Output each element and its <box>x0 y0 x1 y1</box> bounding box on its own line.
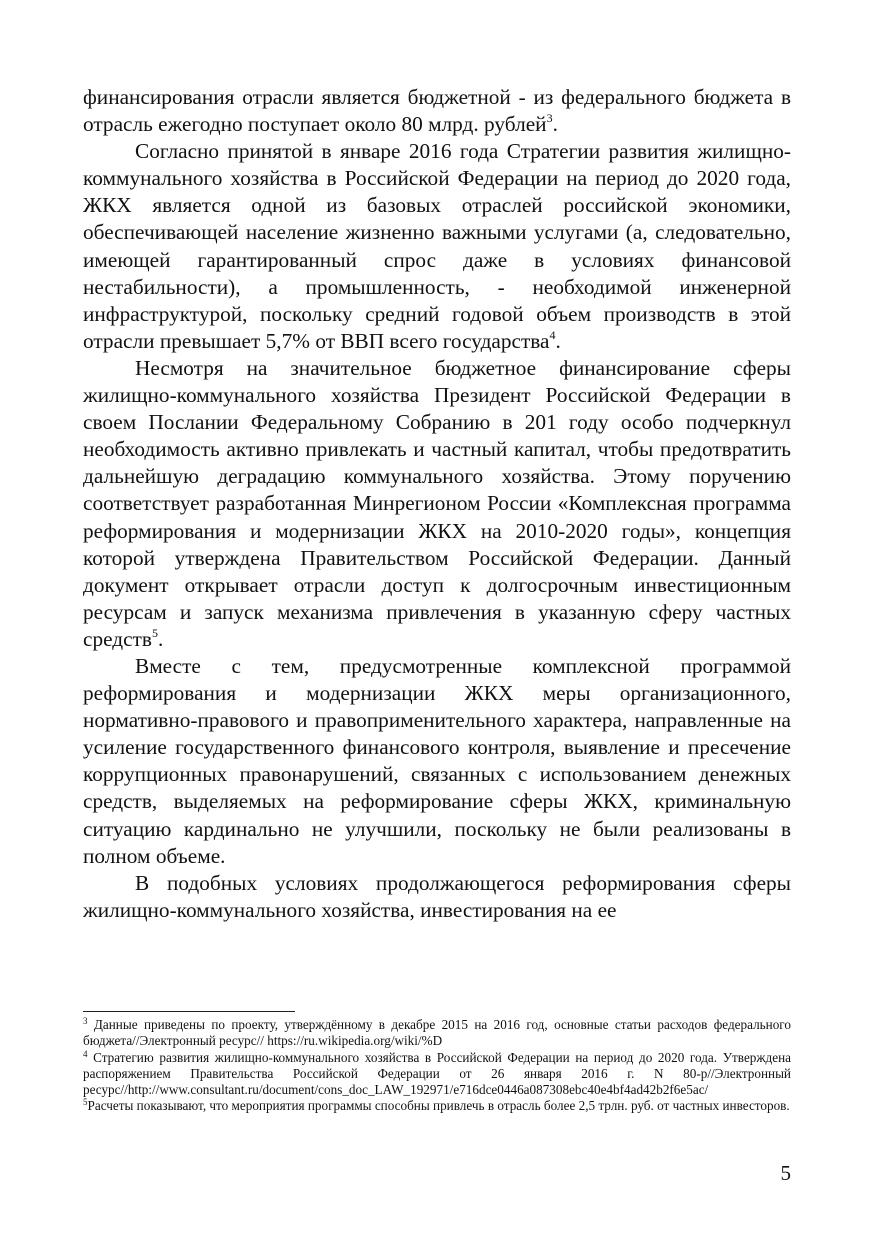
paragraph-text: финансирования отрасли является бюджетной - из федерального бюджета в отрасль ежегодно поступает около 80 млрд. рублей <box>83 85 791 137</box>
footnote-mark: 3 <box>83 1016 88 1026</box>
paragraph-text: В подобных условиях продолжающегося реформирования сферы жилищно-коммунального хозяйства, инвестирования на ее <box>83 870 791 922</box>
paragraph <box>83 138 791 355</box>
footnote-separator <box>83 1011 295 1012</box>
paragraph <box>83 870 791 924</box>
footnote-text: Данные приведены по проекту, утверждённому в декабре 2015 на 2016 год, основные статьи расходов федерального бюджета//Электронный ресурс// https://ru.wikipedia.org/wiki/%D <box>83 1017 791 1049</box>
footnote <box>83 1050 791 1099</box>
page-number: 5 <box>780 1161 791 1185</box>
footnote-mark: 5 <box>83 1097 88 1108</box>
paragraph-text: Вместе с тем, предусмотренные комплексной программой реформирования и модернизации ЖКХ меры организационного, нормативно-правового и правоприменительного характера, направленные на усиление государственного финансового контроля, выявление и пресечение коррупционных правонарушений, связанных с использованием денежных средств, выделяемых на реформирование сферы ЖКХ, криминальную ситуацию кардинально не улучшили, поскольку не были реализованы в полном объеме. <box>83 653 791 868</box>
footnote-ref[interactable]: 5 <box>151 625 158 640</box>
footnote-mark: 4 <box>83 1048 88 1059</box>
paragraph <box>83 653 791 870</box>
paragraph <box>83 84 791 138</box>
footnotes <box>83 1017 791 1115</box>
paragraph-tail: . <box>157 626 164 651</box>
paragraph <box>83 355 791 653</box>
paragraph-tail: . <box>552 112 558 137</box>
footnote-text: Расчеты показывают, что мероприятия программы способны привлечь в отрасль более 2,5 трлн. руб. от частных инвесторов. <box>87 1098 790 1114</box>
paragraph-tail: . <box>555 328 561 353</box>
footnote-ref[interactable]: 4 <box>549 327 556 342</box>
paragraph-text: Согласно принятой в январе 2016 года Стратегии развития жилищно-коммунального хозяйства в Российской Федерации на период до 2020 года, ЖКХ является одной из базовых отраслей российской экономики, обеспечивающей население жизненно важными услугами (а, следовательно, имеющей гарантированный спрос даже в условиях финансовой нестабильности), а промышленность, - необходимой инженерной инфраструктурой, поскольку средний годовой объем производств в этой отрасли превышает 5,7% от ВВП всего государства <box>83 139 791 353</box>
footnote <box>83 1017 791 1050</box>
footnote-text: Стратегию развития жилищно-коммунального хозяйства в Российской Федерации на период до 2020 года. Утверждена распоряжением Правительства Российской Федерации от 26 января 2016 г. N 80-р//Электронный ресурс//http://www.consultant.ru/document/cons_doc_LAW_192971/e716dce0446a087308ebc40e4bf4ad42b2f6e5ac/ <box>83 1049 791 1098</box>
paragraph-text: Несмотря на значительное бюджетное финансирование сферы жилищно-коммунального хозяйства Президент Российской Федерации в своем Послании Федеральному Собранию в 201 году особо подчеркнул необходимость активно привлекать и частный капитал, чтобы предотвратить дальнейшую деградацию коммунального хозяйства. Этому поручению соответствует разработанная Минрегионом России «Комплексная программа реформирования и модернизации ЖКХ на 2010-2020 годы», концепция которой утверждена Правительством Российской Федерации. Данный документ открывает отрасли доступ к долгосрочным инвестиционным ресурсам и запуск механизма привлечения в указанную сферу частных средств <box>83 355 791 651</box>
body-text <box>83 84 791 924</box>
footnote-ref[interactable]: 3 <box>546 111 553 126</box>
footnote <box>83 1098 791 1114</box>
